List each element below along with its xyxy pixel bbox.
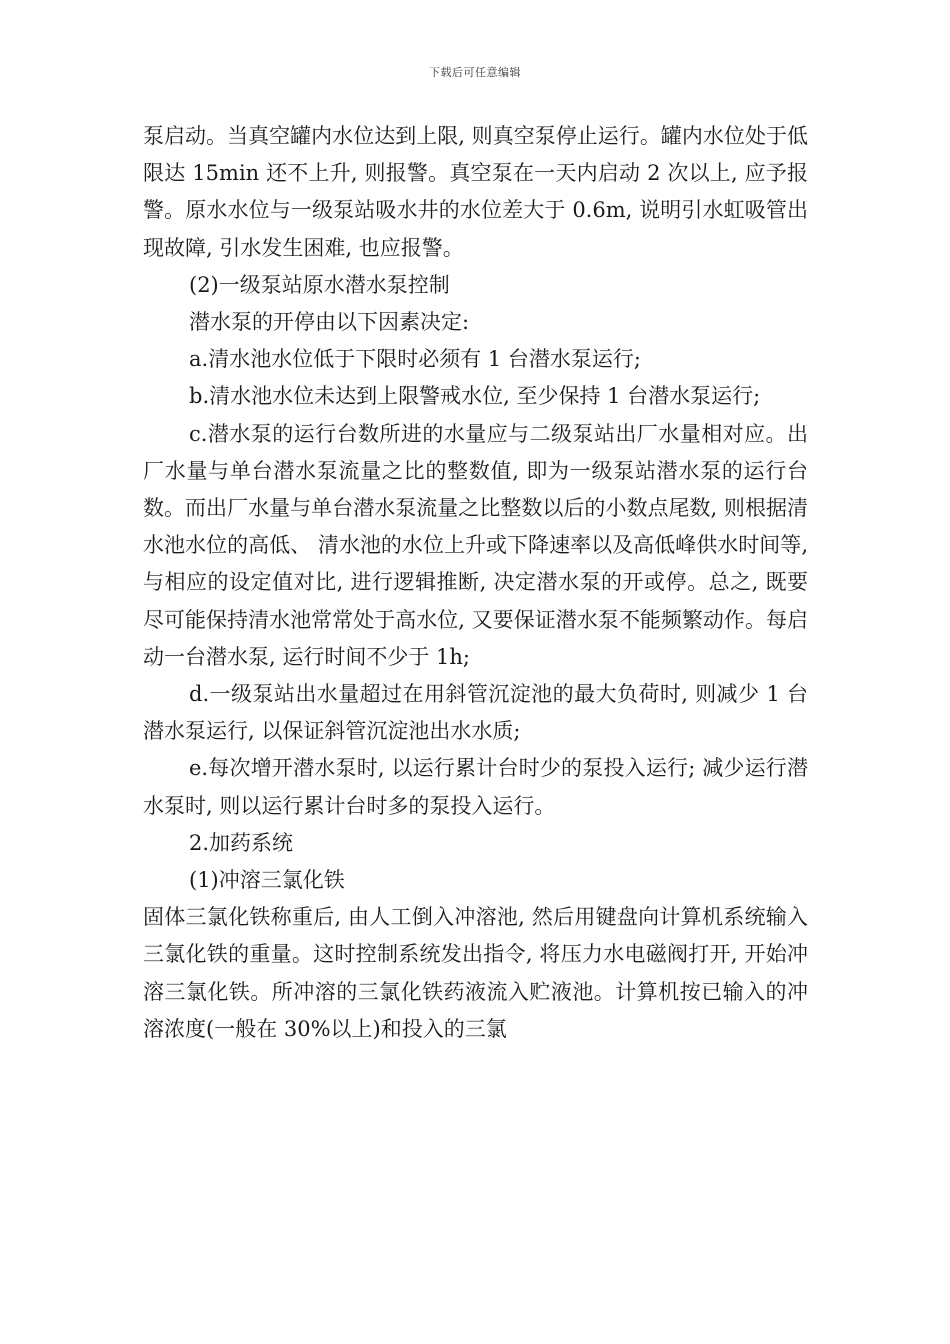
document-body xyxy=(143,118,808,1048)
paragraph: 潜水泵的开停由以下因素决定: xyxy=(189,310,470,335)
list-item: b.清水池水位未达到上限警戒水位, 至少保持 1 台潜水泵运行; xyxy=(189,384,761,409)
subsection-heading: (1)冲溶三氯化铁 xyxy=(189,868,345,893)
section-heading: 2.加药系统 xyxy=(189,830,294,855)
section-heading: (2)一级泵站原水潜水泵控制 xyxy=(189,272,450,297)
page-header: 下载后可任意编辑 xyxy=(429,66,521,79)
paragraph: 固体三氯化铁称重后, 由人工倒入冲溶池, 然后用键盘向计算机系统输入三氯化铁的重量。这时控制系统发出指令, 将压力水电磁阀打开, 开始冲溶三氯化铁。所冲溶的三氯化铁药液流入贮液池。计算机按已输入的冲溶浓度(一般在 30%以上)和投入的三氯 xyxy=(143,905,808,1041)
paragraph: 泵启动。当真空罐内水位达到上限, 则真空泵停止运行。罐内水位处于低限达 15min 还不上升, 则报警。真空泵在一天内启动 2 次以上, 应予报警。原水水位与一级泵站吸水井的水位差大于 0.6m, 说明引水虹吸管出现故障, 引水发生困难, 也应报警。 xyxy=(143,124,808,260)
list-item: e.每次增开潜水泵时, 以运行累计台时少的泵投入运行; 减少运行潜水泵时, 则以运行累计台时多的泵投入运行。 xyxy=(143,756,808,818)
list-item: a.清水池水位低于下限时必须有 1 台潜水泵运行; xyxy=(189,347,641,372)
list-item: d.一级泵站出水量超过在用斜管沉淀池的最大负荷时, 则减少 1 台潜水泵运行, 以保证斜管沉淀池出水水质; xyxy=(143,682,808,744)
list-item: c.潜水泵的运行台数所进的水量应与二级泵站出厂水量相对应。出厂水量与单台潜水泵流量之比的整数值, 即为一级泵站潜水泵的运行台数。而出厂水量与单台潜水泵流量之比整数以后的小数点尾数, 则根据清水池水位的高低、 清水池的水位上升或下降速率以及高低峰供水时间等, 与相应的设定值对比, 进行逻辑推断, 决定潜水泵的开或停。总之, 既要尽可能保持清水池常常处于高水位, 又要保证潜水泵不能频繁动作。每启动一台潜水泵, 运行时间不少于 1h; xyxy=(143,421,808,669)
